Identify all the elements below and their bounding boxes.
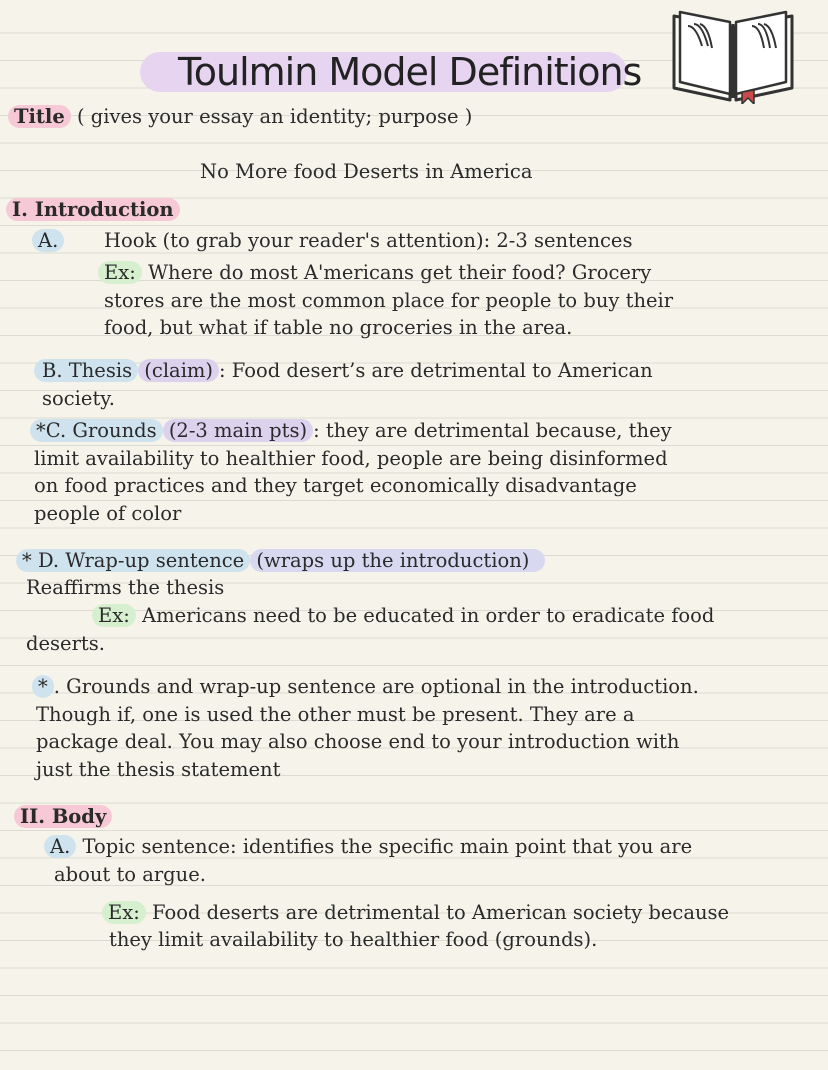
intro-a-line [32,227,64,255]
page-title: Toulmin Model Definitions [178,50,642,94]
intro-note: * . Grounds and wrap-up sentence are optional in the introduction. [32,673,699,701]
intro-note-line2: Though if, one is used the other must be present. They are a [36,703,635,726]
body-example: Ex: Food deserts are detrimental to American society because [102,899,729,927]
intro-b-line2: society. [42,387,115,410]
intro-d-line2: Reaffirms the thesis [26,576,225,599]
intro-a-example: Ex: Where do most A'mericans get their food? Grocery [98,259,651,287]
body-heading: II. Body [14,803,112,831]
intro-c-grounds: *C. Grounds (2-3 main pts) : they are detrimental because, they [30,417,672,445]
intro-note-line4: just the thesis statement [36,758,281,781]
open-book-icon [668,4,798,104]
intro-a-example-line2: stores are the most common place for people to buy their [104,289,674,312]
intro-b-thesis: B. Thesis (claim) : Food desert’s are detrimental to American [34,357,653,385]
intro-d-example-line2: deserts. [26,632,105,655]
intro-c-line2: limit availability to healthier food, people are being disinformed [34,447,668,470]
intro-d-wrapup: * D. Wrap-up sentence (wraps up the introduction) [16,547,545,575]
intro-c-line4: people of color [34,502,182,525]
introduction-heading: I. Introduction [6,196,180,224]
body-example-line2: they limit availability to healthier food (grounds). [109,928,598,951]
body-a-line2: about to argue. [54,863,206,886]
intro-a-hook: Hook (to grab your reader's attention): 2-3 sentences [104,229,633,252]
intro-a-letter: A. [32,229,64,252]
essay-title-example: No More food Deserts in America [200,160,533,183]
intro-c-line3: on food practices and they target economically disadvantage [34,474,637,497]
intro-d-example: Ex: Americans need to be educated in order to eradicate food [92,602,714,630]
intro-a-example-line3: food, but what if table no groceries in the area. [104,316,573,339]
intro-note-line3: package deal. You may also choose end to your introduction with [36,730,680,753]
title-description: ( gives your essay an identity; purpose ) [70,105,473,128]
title-label: Title [8,105,71,128]
title-line [8,103,472,131]
body-a-topic: A. Topic sentence: identifies the specific main point that you are [44,833,692,861]
